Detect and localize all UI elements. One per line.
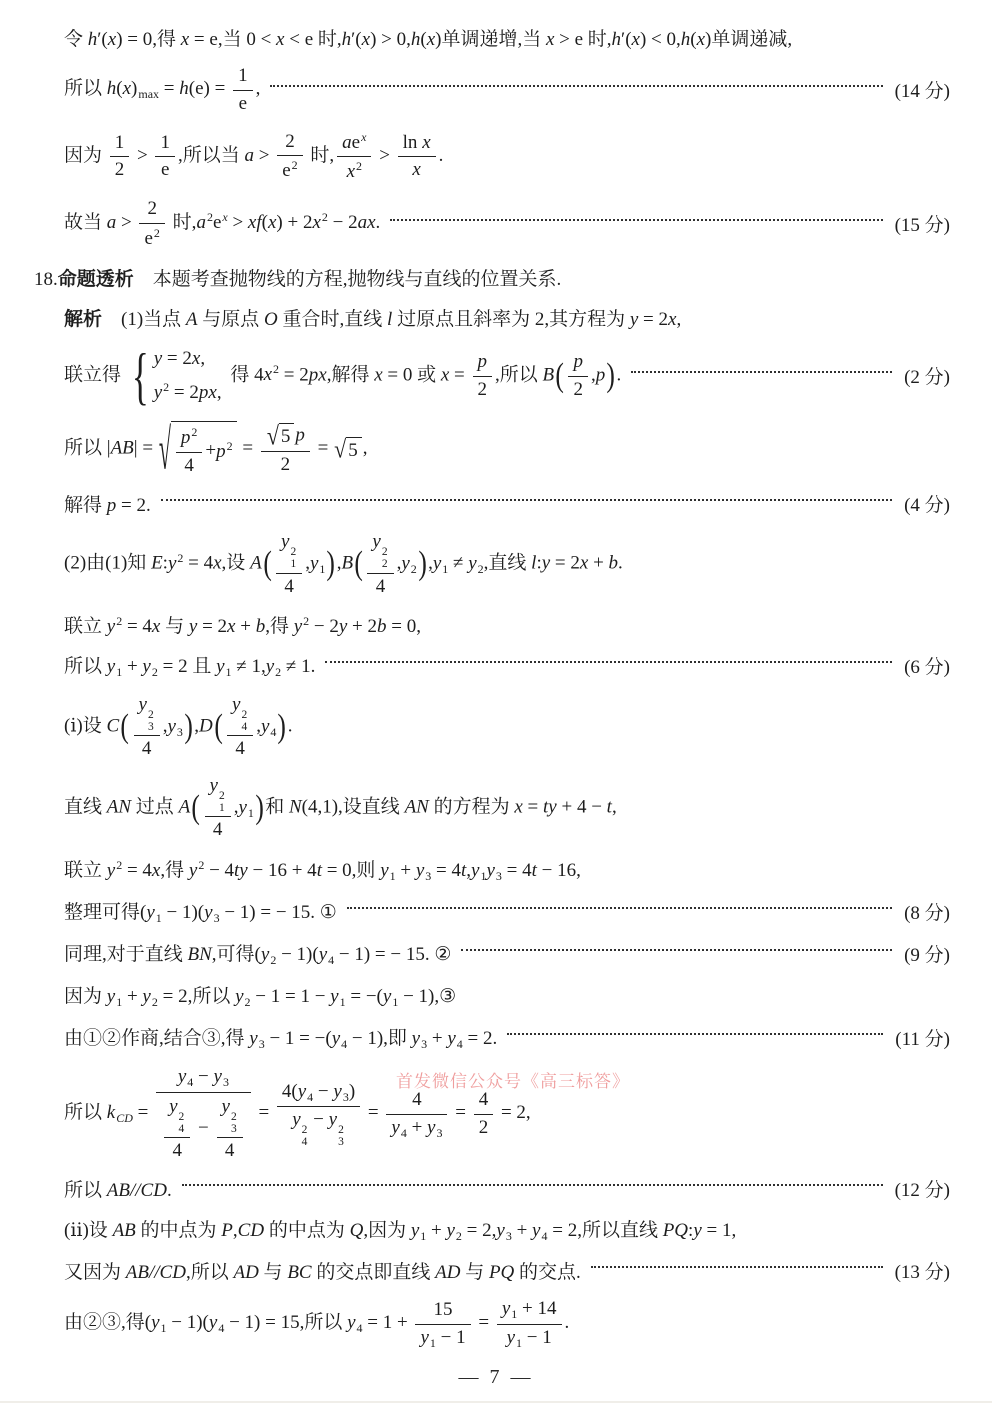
- dot-leader: [347, 907, 892, 909]
- fraction: y 2 3 4: [217, 1095, 243, 1163]
- solution-line-13: (ⅰ)设 C( y 2 3 4 $,y_3),D$( y 2 4 4 $,y_4$).: [64, 694, 293, 760]
- fraction: $\frac{1}{e}$: [233, 64, 253, 116]
- solution-line-11: 联立 $y^2 = 4x$ 与 y = 2x + b,得 $y^2 - 2y + 2b = 0$,: [64, 614, 421, 638]
- fraction: $\frac{1}{2}$: [110, 131, 130, 183]
- dot-leader: [161, 499, 892, 501]
- solution-line-15: 联立 $y^2 = 4x$,得 $y^2 - 4ty - 16 + 4t = 0$,则 $y_1 + y_3 = 4t,y_1y_3 = 4t - 16$,: [64, 858, 581, 884]
- solution-line-1: 令 h′(x) = 0,得 x = e,当 0 < x < e 时,h′(x) > 0,h(x)单调递增,当 x > e 时,h′(x) < 0,h(x)单调递减,: [64, 29, 793, 50]
- solution-line-23: 又因为 AB//CD,所以 AD 与 BC 的交点即直线 AD 与 PQ 的交点. (13 分): [64, 1257, 950, 1284]
- solution-line-18: 因为 $y_1 + y_2 = 2$,所以 $y_2 - 1 = 1 - y_1 = -(y_1$ − 1),③: [64, 986, 457, 1010]
- score-label: (14 分): [894, 81, 950, 103]
- document-body: [34, 24, 950, 1350]
- solution-line-24: 由②③,得$(y_1 - 1)(y_4 - 1) = 15$,所以 $y_4 = 1$ + $\frac{15}{y_1 - 1}$ = $\frac{y_1 + 14}{y_1 - 1}$ .: [64, 1298, 570, 1350]
- fraction: √ 5 p 2: [261, 422, 310, 477]
- fraction: $\frac{p}{2}$: [568, 350, 588, 402]
- fraction: $\frac{y_1 + 14}{y_1 - 1}$: [497, 1297, 562, 1350]
- solution-line-3: 因为 $\frac{1}{2}$ > $\frac{1}{e}$ ,所以当 a > $\frac{2}{e^2}$ 时, $\frac{ae^x}{x^2}$ > $\frac{\text{ln x}}{x}$ .: [64, 129, 444, 183]
- system-brace: {: [131, 339, 149, 411]
- watermark-text: 首发微信公众号《高三标答》: [396, 1072, 630, 1092]
- solution-line-17: 同理,对于直线 BN,可得$(y_2 - 1)(y_4 - 1)$ = − 15. ② (9 分): [64, 939, 950, 968]
- dot-leader: [390, 219, 882, 221]
- fraction: $\frac{4}{y_4 + y_3}$: [386, 1088, 447, 1140]
- solution-line-16: 整理可得$(y_1 - 1)(y_3 - 1)$ = − 15. ① (8 分): [64, 897, 950, 926]
- dot-leader: [631, 371, 892, 373]
- radical-sign: √: [334, 434, 347, 463]
- fraction: $\frac{\text{ln x}}{x}$: [398, 131, 436, 183]
- fraction: $\frac{2}{e^2}$: [277, 130, 302, 184]
- problem-18-heading: 18.命题透析 本题考查抛物线的方程,抛物线与直线的位置关系.: [34, 268, 562, 290]
- solution-line-22: (ⅱ)设 AB 的中点为 P,CD 的中点为 Q,因为 $y_1 + y_2 = 2,y_3 + y_4 = 2$,所以直线 PQ:y = 1,: [64, 1220, 737, 1244]
- score-label: (9 分): [904, 945, 950, 967]
- score-label: (11 分): [895, 1029, 950, 1051]
- solution-line-7: 联立得 { y = 2x, $y^2 = 2px$, 得 $4x^2 = 2px$,解得 x = 0 或 x = $\frac{p}{2}$ ,所以 B( $\frac{p}{2}$ ,p). (2 分): [64, 339, 950, 411]
- score-label: (4 分): [904, 495, 950, 517]
- fraction: $\frac{p}{2}$: [473, 350, 493, 402]
- dot-leader: [507, 1033, 883, 1035]
- score-label: (15 分): [894, 215, 950, 237]
- fraction: $\frac{p^2}{4}$: [176, 424, 203, 478]
- radical: √ 5: [334, 437, 362, 462]
- fraction: y 2 4 4: [227, 693, 253, 761]
- solution-line-14: 直线 AN 过点 A( y 2 1 4 $,y_1$)和 N(4,1),设直线 AN 的方程为 x = ty + 4 − t,: [64, 775, 617, 841]
- page-number: — 7 —: [458, 1366, 534, 1388]
- solution-line-20: 所以 $k_{CD}$ = $y_4 - y_3$ y 2 4 4 − y 2 3 4 = $4(y_4 - y_3)$ y 2 4 − y 2 3 = $\frac{4}{y_4 + y_3}$ = $\frac{4}{2}$ = 2, 首发微信公众号《高三标答》: [64, 1066, 630, 1161]
- fraction: $\frac{1}{e}$: [155, 131, 175, 183]
- fraction: $4(y_4 - y_3)$ y 2 4 − y 2 3: [277, 1080, 360, 1149]
- solution-line-2: 所以 $h(x)_{max} = h(e)$ = $\frac{1}{e}$ , (14 分): [64, 65, 950, 114]
- dot-leader: [461, 949, 892, 951]
- solution-line-12: 所以 $y_1 + y_2 = 2$ 且 $y_1 \ne 1,y_2 \ne 1$. (6 分): [64, 651, 950, 680]
- fraction: y 2 3 4: [134, 693, 160, 761]
- radical: √ 5: [267, 423, 295, 449]
- score-label: (6 分): [904, 657, 950, 679]
- fraction: $\frac{2}{e^2}$: [139, 197, 164, 251]
- solution-line-21: 所以 AB//CD. (12 分): [64, 1175, 950, 1202]
- dot-leader: [270, 85, 882, 87]
- equation-system: { y = 2x, $y^2 = 2px$,: [131, 339, 222, 411]
- solution-line-8: 所以 |AB| = √ $\frac{p^2}{4}$ + $p^2$ = √ 5 p 2 = √ 5 ,: [64, 421, 950, 478]
- fraction: y 2 4 4: [164, 1095, 190, 1163]
- radical-sign: √: [158, 415, 171, 481]
- solution-line-9: 解得 p = 2. (4 分): [64, 490, 950, 517]
- fraction: $\frac{15}{y_1 - 1}$: [415, 1298, 470, 1350]
- solution-line-10: (2)由(1)知 $E:y^2 = 4x$,设 A( y 2 1 4 $,y_1),B$( y 2 2 4 $,y_2),y_1 \ne y_2$,直线 l:y = 2x + b.: [64, 531, 623, 597]
- fraction: $\frac{4}{2}$: [474, 1088, 494, 1140]
- dot-leader: [325, 661, 892, 663]
- radical: √ $\frac{p^2}{4}$ + $p^2$: [159, 421, 237, 478]
- fraction: y 2 1 4: [276, 530, 302, 598]
- dot-leader: [182, 1184, 883, 1186]
- fraction: y 2 1 4: [205, 774, 231, 842]
- fraction: y 2 2 4: [367, 530, 393, 598]
- score-label: (13 分): [894, 1262, 950, 1284]
- solution-line-4: 故当 a > $\frac{2}{e^2}$ 时$,a^2e^x > xf(x) + 2x^2 - 2ax$. (15 分): [64, 198, 950, 249]
- score-label: (12 分): [894, 1180, 950, 1202]
- score-label: (2 分): [904, 367, 950, 389]
- dot-leader: [591, 1266, 883, 1268]
- radical-sign: √: [266, 420, 279, 450]
- fraction: $y_4 - y_3$ y 2 4 4 − y 2 3 4: [156, 1065, 251, 1162]
- solution-line-6: 解析 (1)当点 A 与原点 O 重合时,直线 l 过原点且斜率为 2,其方程为 y = 2x,: [64, 308, 682, 330]
- score-label: (8 分): [904, 903, 950, 925]
- solution-line-19: 由①②作商,结合③,得 $y_3 - 1 = -(y_4 - 1)$,即 $y_3 + y_4 = 2$. (11 分): [64, 1023, 950, 1052]
- fraction: $\frac{ae^x}{x^2}$: [337, 129, 371, 185]
